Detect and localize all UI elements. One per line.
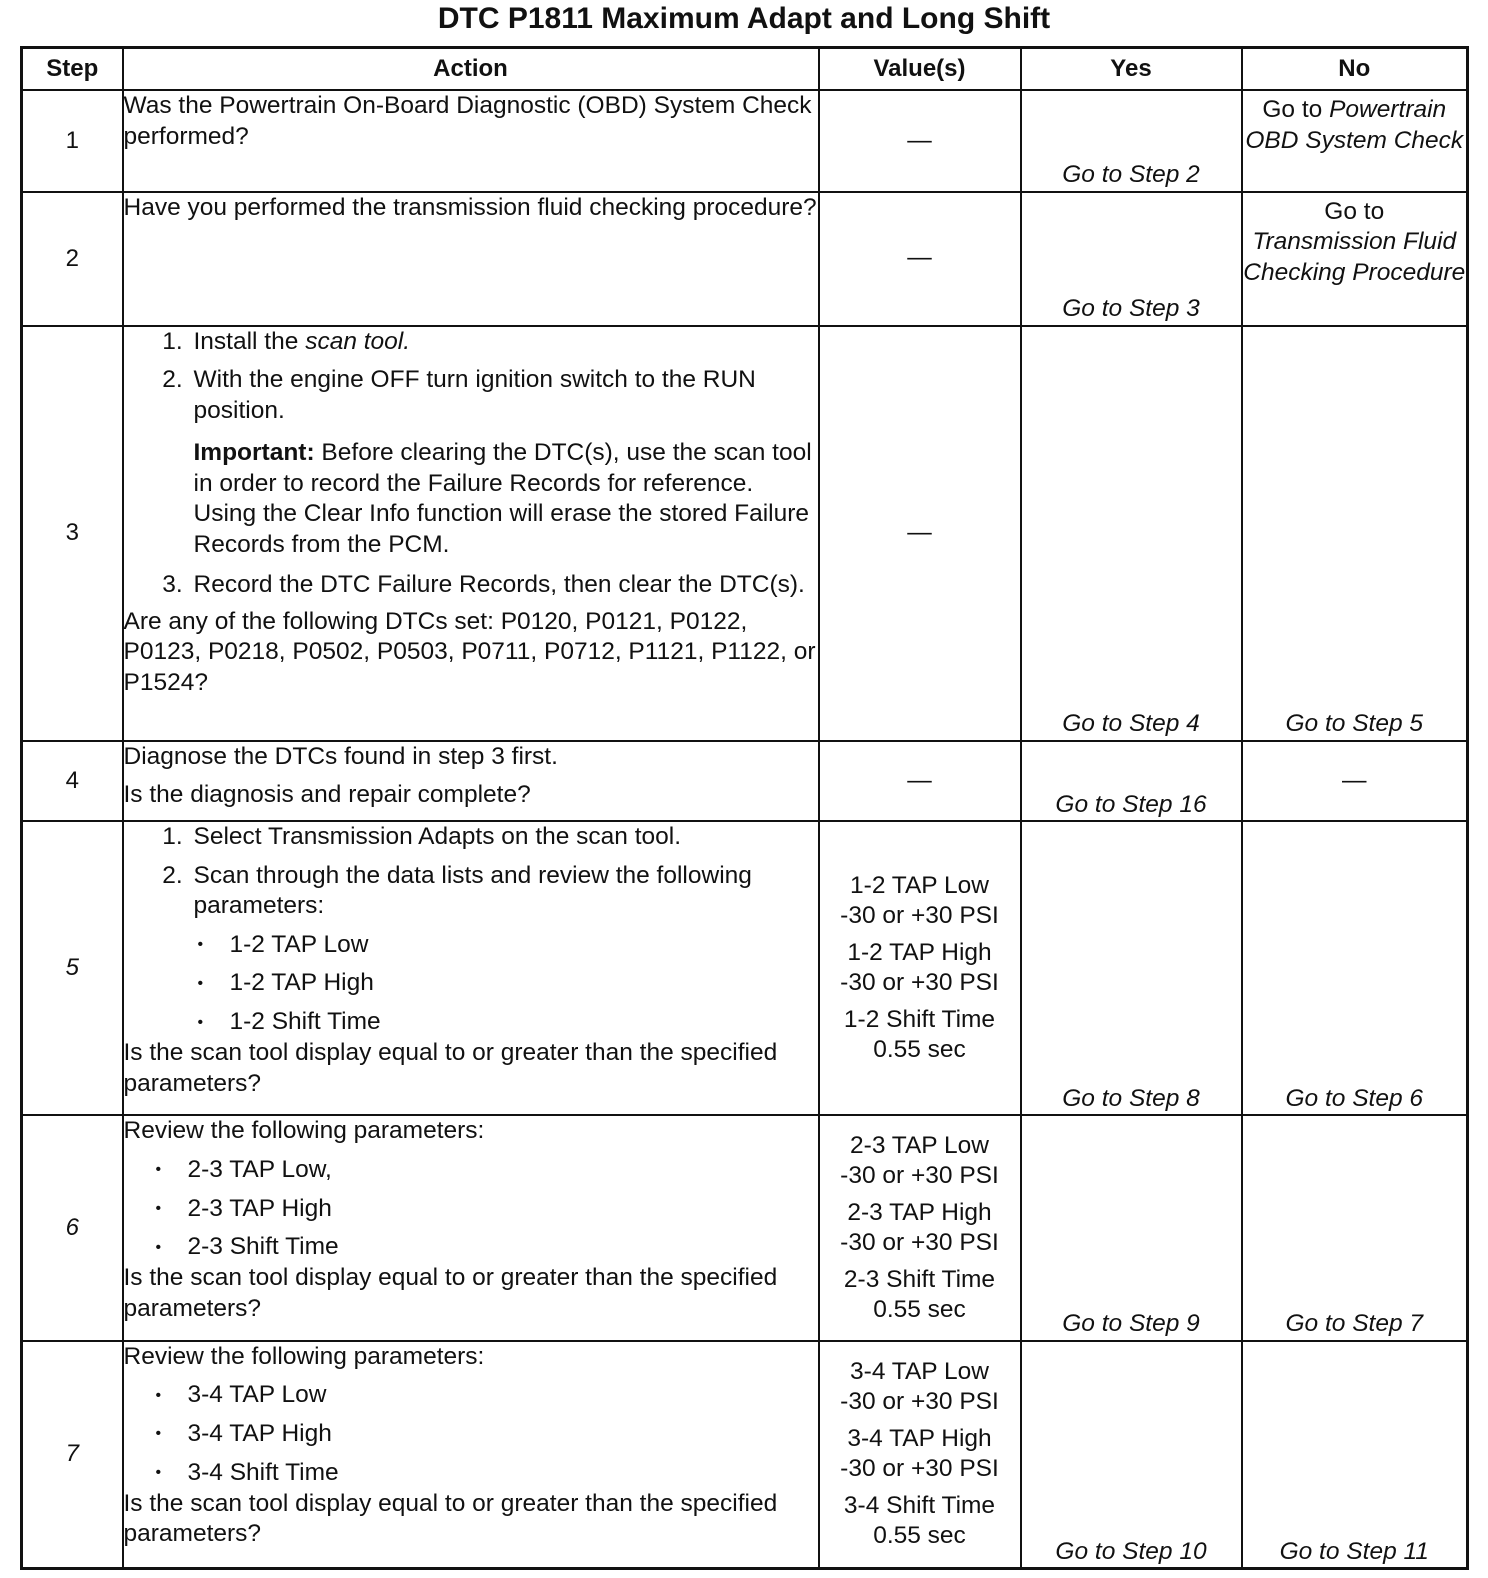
action-text: Review the following parameters: [123,1117,485,1145]
numbered-steps [124,327,818,601]
yes-goto [1021,90,1242,192]
value-group [820,1357,1020,1418]
value-group [820,938,1020,999]
important-note [194,438,818,560]
header-yes: Yes [1021,48,1242,91]
step-number: 3 [22,326,123,741]
bullet-item: • 2-3 Shift Time [156,1232,818,1263]
step-number: 1 [22,90,123,192]
action-text: Have you performed the transmission fluid checking procedure? [123,192,819,326]
value-range: 0.55 sec [873,1522,966,1550]
no-goto-target: Powertrain OBD System Check [1245,96,1464,154]
values-dash: — [819,741,1021,822]
no-goto-text: Go to Step 5 [1285,710,1424,738]
table-row [22,741,1468,822]
action-text: Diagnose the DTCs found in step 3 first. [123,742,558,770]
value-label: 3-4 TAP High [847,1424,992,1452]
step-text: Install the [193,327,306,355]
value-group [820,1491,1020,1552]
table-row [22,1341,1468,1569]
yes-goto-text: Go to Step 3 [1062,295,1200,323]
page-title: DTC P1811 Maximum Adapt and Long Shift [437,2,1051,35]
question-text: Are any of the following DTCs set: P0120, P0121, P0122, P0123, P0218, P0502, P0503, P0711, P0712, P1121, P1122, or P1524? [123,607,816,696]
step-number: 7 [22,1341,123,1569]
value-label: 1-2 TAP High [847,938,992,966]
step-number: 4 [22,741,123,822]
no-goto-text: Go to Step 6 [1285,1084,1424,1112]
action-cell [123,326,819,741]
value-group [820,1424,1020,1485]
bullet-list [124,1155,818,1263]
value-group [820,871,1020,932]
no-goto [1242,1115,1468,1341]
values-cell [819,821,1021,1115]
table-header-row [22,48,1468,91]
no-goto-text: Go to Step 7 [1285,1310,1424,1338]
bullet-item: • 1-2 TAP High [194,968,818,999]
no-goto-text: Go to Step 11 [1279,1537,1429,1565]
value-range: -30 or +30 PSI [840,902,999,930]
list-item [190,822,818,853]
header-values: Value(s) [819,48,1021,91]
value-range: 0.55 sec [873,1036,966,1064]
value-label: 3-4 TAP Low [850,1357,989,1385]
yes-goto-text: Go to Step 16 [1055,790,1207,818]
yes-goto [1021,821,1242,1115]
value-label: 2-3 TAP Low [850,1131,989,1159]
bullet-item: • 3-4 TAP Low [156,1380,818,1411]
diagnostic-table [20,46,1469,1570]
step-number: 6 [22,1115,123,1341]
no-goto-prefix: Go to [1262,96,1330,123]
bullet-item: • 3-4 TAP High [156,1419,818,1450]
list-item [190,365,818,560]
yes-goto-text: Go to Step 9 [1062,1310,1200,1338]
question-text: Is the scan tool display equal to or greater than the specified parameters? [123,1264,778,1322]
question-text: Is the scan tool display equal to or greater than the specified parameters? [123,1489,778,1548]
yes-goto-text: Go to Step 4 [1062,710,1200,738]
value-label: 1-2 TAP Low [850,871,989,899]
bullet-item: • 2-3 TAP Low, [156,1155,818,1186]
no-goto-prefix: Go to [1324,197,1385,225]
table-row [22,192,1468,326]
no-goto [1242,90,1468,192]
list-item [190,327,818,358]
yes-goto [1021,192,1242,326]
step-number: 2 [22,192,123,326]
values-dash: — [819,192,1021,326]
action-text: Was the Powertrain On-Board Diagnostic (OBD) System Check performed? [123,90,819,192]
table-row [22,90,1468,192]
list-item [190,570,818,601]
value-label: 2-3 Shift Time [843,1265,996,1293]
value-range: -30 or +30 PSI [840,1162,999,1190]
yes-goto-text: Go to Step 8 [1062,1084,1200,1112]
value-label: 1-2 Shift Time [843,1005,996,1033]
action-cell [123,821,819,1115]
important-label: Important: [193,439,315,467]
header-no: No [1242,48,1468,91]
value-range: 0.55 sec [873,1296,966,1324]
yes-goto-text: Go to Step 10 [1055,1537,1207,1565]
value-group [820,1005,1020,1066]
values-cell [819,1115,1021,1341]
bullet-item: • 1-2 TAP Low [194,930,818,961]
table-row [22,1115,1468,1341]
yes-goto [1021,741,1242,822]
value-group [820,1131,1020,1192]
bullet-item: • 3-4 Shift Time [156,1458,818,1489]
action-text: Review the following parameters: [123,1342,485,1370]
value-label: 2-3 TAP High [847,1198,992,1226]
value-group [820,1198,1020,1259]
yes-goto-text: Go to Step 2 [1062,161,1200,189]
important-text: Before clearing the DTC(s), use the scan tool in order to record the Failure Records for reference. Using the Clear Info function will erase the stored Failure Records from the PCM. [193,439,812,558]
list-item [190,861,818,1038]
step-text: Select Transmission Adapts on the scan tool. [193,823,682,851]
no-dash: — [1242,741,1468,822]
table-row [22,821,1468,1115]
yes-goto [1021,1115,1242,1341]
values-dash: — [819,90,1021,192]
step-text: Scan through the data lists and review the following parameters: [193,861,752,920]
question-text: Is the scan tool display equal to or greater than the specified parameters? [123,1039,778,1097]
question-text: Is the diagnosis and repair complete? [123,781,531,809]
no-goto [1242,1341,1468,1569]
no-goto [1242,192,1468,326]
step-number: 5 [22,821,123,1115]
value-range: -30 or +30 PSI [840,1455,999,1483]
value-range: -30 or +30 PSI [840,1388,999,1416]
bullet-item: • 2-3 TAP High [156,1194,818,1225]
header-step: Step [22,48,123,91]
no-goto [1242,821,1468,1115]
value-range: -30 or +30 PSI [840,969,999,997]
bullet-list [124,1380,818,1488]
numbered-steps [124,822,818,1038]
values-cell [819,1341,1021,1569]
no-goto [1242,326,1468,741]
step-text: With the engine OFF turn ignition switch to the RUN position. [193,366,756,424]
header-action: Action [123,48,819,91]
action-cell [123,1115,819,1341]
yes-goto [1021,326,1242,741]
no-goto-target: Transmission Fluid Checking Procedure [1243,228,1466,286]
yes-goto [1021,1341,1242,1569]
value-range: -30 or +30 PSI [840,1229,999,1257]
value-group [820,1265,1020,1326]
step-text: Record the DTC Failure Records, then clear the DTC(s). [193,571,805,599]
bullet-list [194,930,818,1038]
bullet-item: • 1-2 Shift Time [194,1007,818,1038]
table-row [22,326,1468,741]
values-dash: — [819,326,1021,741]
step-text-italic: scan tool. [305,327,411,355]
action-cell [123,1341,819,1569]
action-cell [123,741,819,822]
value-label: 3-4 Shift Time [843,1491,996,1519]
